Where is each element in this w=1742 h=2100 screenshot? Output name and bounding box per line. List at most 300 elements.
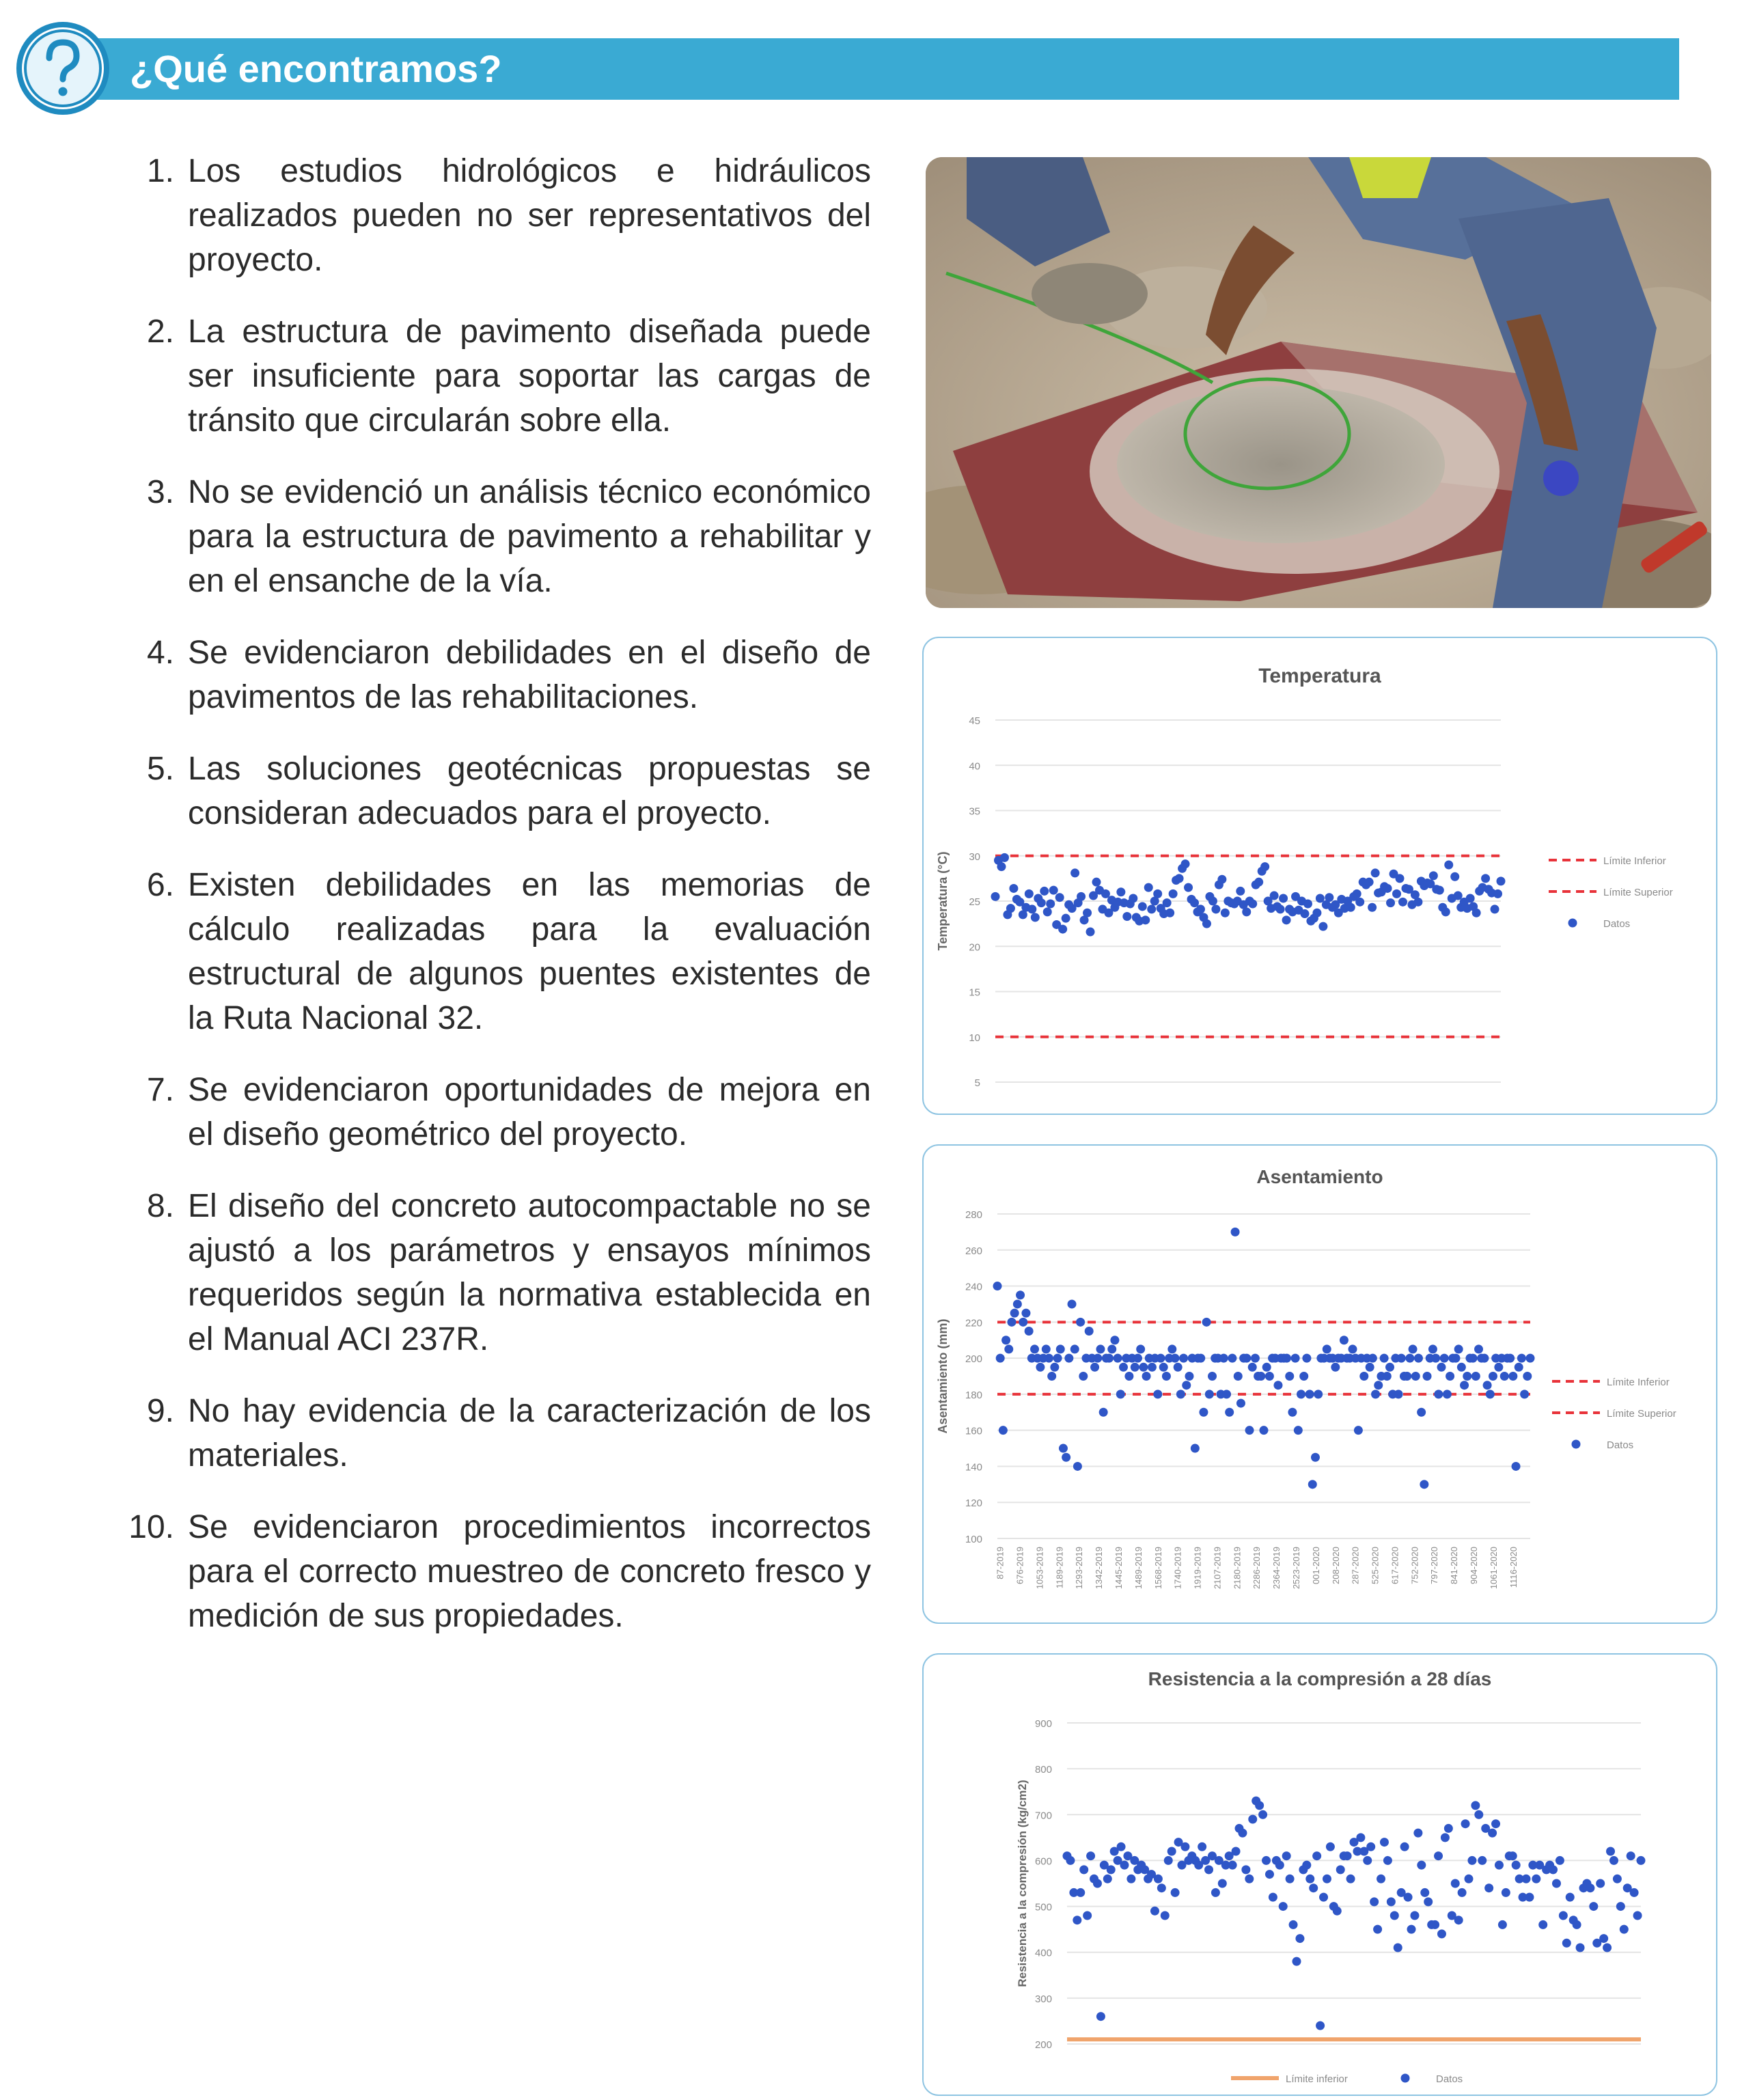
data-point bbox=[1045, 1354, 1053, 1363]
data-point bbox=[996, 1354, 1005, 1363]
data-point bbox=[1472, 909, 1481, 917]
data-point bbox=[1420, 1888, 1429, 1897]
data-point bbox=[1042, 1344, 1051, 1353]
y-tick-label: 35 bbox=[969, 805, 980, 818]
x-tick-label: 1740-2019 bbox=[1172, 1547, 1183, 1590]
data-point bbox=[1407, 1925, 1416, 1934]
y-tick-label: 600 bbox=[1034, 1855, 1052, 1868]
data-point bbox=[1430, 1920, 1439, 1929]
data-point bbox=[1279, 1902, 1288, 1911]
data-point bbox=[1374, 1381, 1383, 1390]
data-point bbox=[1031, 913, 1040, 922]
x-tick-label: 1445-2019 bbox=[1114, 1547, 1124, 1590]
data-point bbox=[1413, 1829, 1422, 1838]
finding-text: La estructura de pavimento diseñada puede ser insuficiente para soportar las cargas de tránsito que circularán sobre ella. bbox=[188, 314, 871, 439]
data-point bbox=[1136, 1344, 1145, 1353]
data-point bbox=[1086, 928, 1095, 937]
data-point bbox=[1309, 1883, 1318, 1892]
data-point bbox=[1414, 1354, 1423, 1363]
data-point bbox=[1001, 1336, 1010, 1344]
y-tick-label: 10 bbox=[969, 1032, 980, 1044]
data-point bbox=[1552, 1879, 1561, 1888]
data-point bbox=[1346, 1875, 1355, 1883]
data-point bbox=[1110, 1336, 1119, 1344]
data-point bbox=[1211, 904, 1220, 913]
data-point bbox=[1242, 907, 1251, 916]
data-point bbox=[1495, 1861, 1504, 1870]
finding-text: Los estudios hidrológicos e hidráulicos realizados pueden no ser representativos del proyecto. bbox=[188, 153, 871, 278]
data-point bbox=[1161, 1911, 1170, 1920]
x-tick-label: 676-2019 bbox=[1014, 1547, 1025, 1584]
data-point bbox=[1114, 1354, 1122, 1363]
data-point bbox=[1275, 1861, 1284, 1870]
legend-label: Límite Inferior bbox=[1607, 1377, 1670, 1388]
data-point bbox=[1062, 914, 1070, 923]
data-point bbox=[1354, 1426, 1363, 1435]
data-point bbox=[1202, 1318, 1211, 1327]
data-point bbox=[1064, 1354, 1073, 1363]
finding-number: 9. bbox=[146, 1393, 174, 1429]
chart-title: Temperatura bbox=[1258, 665, 1381, 687]
data-point bbox=[1356, 1833, 1365, 1842]
data-point bbox=[1076, 1888, 1085, 1897]
data-point bbox=[1159, 1363, 1168, 1372]
data-point bbox=[1380, 1354, 1389, 1363]
data-point bbox=[1299, 1372, 1308, 1381]
x-tick-label: 525-2020 bbox=[1370, 1547, 1381, 1584]
chart-title: Asentamiento bbox=[1256, 1166, 1383, 1187]
data-point bbox=[1368, 1354, 1377, 1363]
data-point bbox=[1228, 1354, 1236, 1363]
data-point bbox=[1302, 1354, 1311, 1363]
data-point bbox=[1185, 1372, 1193, 1381]
data-point bbox=[1500, 1372, 1509, 1381]
data-point bbox=[1196, 904, 1205, 913]
legend-label: Límite inferior bbox=[1286, 2073, 1348, 2085]
y-tick-label: 220 bbox=[965, 1317, 982, 1329]
data-point bbox=[1478, 1856, 1487, 1865]
data-point bbox=[1258, 1810, 1267, 1819]
data-point bbox=[1371, 1390, 1380, 1398]
data-point bbox=[1285, 1372, 1294, 1381]
data-point bbox=[1411, 1372, 1420, 1381]
data-point bbox=[1116, 1390, 1125, 1398]
x-tick-label: 1568-2019 bbox=[1152, 1547, 1163, 1590]
data-point bbox=[1467, 1856, 1476, 1865]
finding-number: 8. bbox=[146, 1188, 174, 1224]
data-point bbox=[1176, 1390, 1185, 1398]
data-point bbox=[1269, 1893, 1277, 1902]
data-point bbox=[1424, 1897, 1433, 1906]
x-tick-label: 2180-2019 bbox=[1232, 1547, 1243, 1590]
data-point bbox=[1371, 868, 1380, 877]
data-point bbox=[1469, 1354, 1478, 1363]
data-point bbox=[1576, 1944, 1585, 1952]
x-tick-label: 1293-2019 bbox=[1074, 1547, 1085, 1590]
data-point bbox=[1055, 893, 1064, 902]
data-point bbox=[1105, 1354, 1114, 1363]
temperature-chart-card bbox=[922, 637, 1717, 1115]
data-point bbox=[1096, 1344, 1105, 1353]
data-point bbox=[1238, 1829, 1247, 1838]
data-point bbox=[1420, 1480, 1428, 1489]
data-point bbox=[1471, 1372, 1480, 1381]
data-point bbox=[1385, 1363, 1394, 1372]
data-point bbox=[1232, 1847, 1241, 1856]
data-point bbox=[1303, 899, 1312, 908]
data-point bbox=[1523, 1372, 1532, 1381]
data-point bbox=[1454, 1344, 1463, 1353]
data-point bbox=[1526, 1354, 1535, 1363]
data-point bbox=[1387, 1897, 1396, 1906]
data-point bbox=[991, 892, 1000, 901]
data-point bbox=[1260, 1426, 1269, 1435]
data-point bbox=[1273, 1381, 1282, 1390]
data-point bbox=[1248, 899, 1257, 908]
data-point bbox=[1409, 1344, 1418, 1353]
data-point bbox=[1491, 904, 1499, 913]
data-point bbox=[1013, 1299, 1022, 1308]
data-point bbox=[1549, 1865, 1558, 1874]
x-tick-label: 001-2020 bbox=[1310, 1547, 1321, 1584]
y-tick-label: 25 bbox=[969, 896, 980, 908]
y-tick-label: 160 bbox=[965, 1425, 982, 1437]
data-point bbox=[1336, 1865, 1345, 1874]
data-point bbox=[1157, 1883, 1166, 1892]
finding-item bbox=[102, 1505, 871, 1638]
data-point bbox=[1566, 1893, 1575, 1902]
data-point bbox=[1056, 1344, 1065, 1353]
finding-number: 2. bbox=[146, 314, 174, 350]
data-point bbox=[1461, 1819, 1470, 1828]
data-point bbox=[1133, 1354, 1142, 1363]
data-point bbox=[1262, 1363, 1271, 1372]
data-point bbox=[1171, 1354, 1180, 1363]
data-point bbox=[1326, 1842, 1335, 1851]
data-point bbox=[1165, 909, 1174, 917]
finding-text: No se evidenció un análisis técnico económico para la estructura de pavimento a rehabilitar y en el ensanche de la vía. bbox=[188, 474, 871, 599]
data-point bbox=[1443, 1390, 1452, 1398]
data-point bbox=[1318, 922, 1327, 931]
data-point bbox=[1198, 1842, 1206, 1851]
data-point bbox=[1248, 1363, 1257, 1372]
data-point bbox=[1363, 1856, 1372, 1865]
x-tick-label: 1919-2019 bbox=[1192, 1547, 1203, 1590]
data-point bbox=[1139, 1363, 1148, 1372]
data-point bbox=[1380, 1838, 1389, 1847]
data-point bbox=[1599, 1934, 1608, 1943]
x-tick-label: 1053-2019 bbox=[1034, 1547, 1045, 1590]
data-point bbox=[1508, 1372, 1517, 1381]
data-point bbox=[1199, 1408, 1208, 1417]
data-point bbox=[1009, 884, 1018, 893]
finding-text: Se evidenciaron procedimientos incorrectos para el correcto muestreo de concreto fresco y medición de sus propiedades. bbox=[188, 1509, 871, 1634]
data-point bbox=[1606, 1847, 1615, 1856]
data-point bbox=[1397, 1354, 1406, 1363]
temperature-chart bbox=[924, 638, 1716, 1114]
data-point bbox=[1556, 1856, 1564, 1865]
data-point bbox=[1163, 898, 1172, 907]
data-point bbox=[1394, 1944, 1402, 1952]
data-point bbox=[1083, 909, 1092, 917]
data-point bbox=[999, 1426, 1008, 1435]
data-point bbox=[1502, 1888, 1510, 1897]
data-point bbox=[1373, 1925, 1382, 1934]
data-point bbox=[1297, 1390, 1305, 1398]
finding-item bbox=[102, 309, 871, 443]
finding-number: 3. bbox=[146, 474, 174, 510]
data-point bbox=[1182, 1381, 1191, 1390]
data-point bbox=[1396, 874, 1405, 883]
data-point bbox=[1613, 1875, 1622, 1883]
x-tick-label: 841-2020 bbox=[1449, 1547, 1460, 1584]
data-point bbox=[1265, 1372, 1274, 1381]
data-point bbox=[1486, 1390, 1495, 1398]
data-point bbox=[1474, 1344, 1483, 1353]
y-tick-label: 500 bbox=[1034, 1901, 1052, 1914]
data-point bbox=[1049, 886, 1058, 895]
data-point bbox=[1392, 889, 1401, 898]
data-point bbox=[1083, 1911, 1092, 1920]
y-tick-label: 200 bbox=[965, 1353, 982, 1366]
x-tick-label: 752-2020 bbox=[1409, 1547, 1420, 1584]
data-point bbox=[1050, 1363, 1059, 1372]
data-point bbox=[1450, 872, 1459, 881]
data-point bbox=[1323, 1875, 1331, 1883]
data-point bbox=[1142, 1372, 1151, 1381]
x-tick-label: 2286-2019 bbox=[1252, 1547, 1262, 1590]
data-point bbox=[1093, 1879, 1102, 1888]
data-point bbox=[1000, 853, 1009, 862]
data-point bbox=[1491, 1819, 1500, 1828]
finding-item bbox=[102, 1068, 871, 1157]
y-tick-label: 800 bbox=[1034, 1764, 1052, 1776]
data-point bbox=[1059, 1444, 1068, 1453]
data-point bbox=[1289, 1920, 1298, 1929]
section-title: ¿Qué encontramos? bbox=[130, 47, 502, 90]
question-mark-icon bbox=[15, 20, 111, 116]
data-point bbox=[1129, 894, 1137, 903]
data-point bbox=[1300, 909, 1309, 918]
data-point bbox=[1208, 897, 1217, 906]
finding-number: 10. bbox=[128, 1509, 174, 1545]
data-point bbox=[1291, 1354, 1300, 1363]
data-point bbox=[1116, 887, 1125, 896]
data-point bbox=[1167, 1847, 1176, 1856]
data-point bbox=[1402, 1372, 1411, 1381]
finding-item bbox=[102, 470, 871, 603]
finding-number: 1. bbox=[146, 153, 174, 189]
x-tick-label: 797-2020 bbox=[1429, 1547, 1440, 1584]
data-point bbox=[1255, 1801, 1264, 1810]
data-point bbox=[1117, 1842, 1126, 1851]
data-point bbox=[1196, 1354, 1205, 1363]
legend-label: Límite Superior bbox=[1607, 1408, 1676, 1420]
x-tick-label: 1342-2019 bbox=[1094, 1547, 1105, 1590]
data-point bbox=[1174, 1363, 1183, 1372]
data-point bbox=[1349, 1344, 1357, 1353]
data-point bbox=[1107, 1344, 1116, 1353]
data-point bbox=[1006, 904, 1015, 913]
data-point bbox=[1219, 1354, 1228, 1363]
data-point bbox=[1295, 1934, 1304, 1943]
data-point bbox=[1073, 1916, 1081, 1924]
strength-chart bbox=[924, 1655, 1716, 2095]
data-point bbox=[1405, 1354, 1414, 1363]
x-tick-label: 1061-2020 bbox=[1488, 1547, 1499, 1590]
data-point bbox=[1079, 1865, 1088, 1874]
data-point bbox=[1225, 1408, 1234, 1417]
y-tick-label: 280 bbox=[965, 1209, 982, 1221]
y-axis-label: Asentamiento (mm) bbox=[936, 1318, 950, 1434]
data-point bbox=[1079, 1372, 1088, 1381]
data-point bbox=[1076, 1318, 1085, 1327]
data-point bbox=[1208, 1372, 1217, 1381]
y-tick-label: 120 bbox=[965, 1497, 982, 1510]
data-point bbox=[1312, 1851, 1321, 1860]
data-point bbox=[1573, 1920, 1581, 1929]
strength-chart-card bbox=[922, 1653, 1717, 2096]
data-point bbox=[1090, 1363, 1099, 1372]
data-point bbox=[1211, 1888, 1220, 1897]
data-point bbox=[1383, 884, 1392, 893]
data-point bbox=[1538, 1920, 1547, 1929]
data-point bbox=[1410, 1911, 1419, 1920]
data-point bbox=[1228, 1861, 1237, 1870]
legend-label: Datos bbox=[1603, 918, 1631, 930]
data-point bbox=[1251, 1354, 1260, 1363]
data-point bbox=[1398, 898, 1407, 907]
data-point bbox=[1077, 892, 1086, 901]
data-point bbox=[1030, 1344, 1039, 1353]
legend-label: Límite Inferior bbox=[1603, 855, 1666, 867]
data-point bbox=[1637, 1856, 1646, 1865]
y-axis-label: Temperatura (°C) bbox=[936, 851, 950, 951]
data-point bbox=[1440, 1354, 1449, 1363]
data-point bbox=[1366, 1363, 1374, 1372]
data-point bbox=[1103, 1875, 1112, 1883]
data-point bbox=[1312, 909, 1321, 917]
data-point bbox=[1517, 1354, 1526, 1363]
data-point bbox=[1589, 1902, 1598, 1911]
data-point bbox=[1437, 1929, 1446, 1938]
data-point bbox=[1616, 1902, 1625, 1911]
data-point bbox=[1068, 1299, 1077, 1308]
data-point bbox=[1256, 1372, 1265, 1381]
data-point bbox=[1480, 1354, 1489, 1363]
data-point bbox=[1245, 1426, 1254, 1435]
data-point bbox=[1144, 883, 1153, 892]
data-point bbox=[1441, 907, 1450, 916]
data-point bbox=[1451, 1354, 1460, 1363]
data-point bbox=[1340, 1336, 1349, 1344]
data-point bbox=[1515, 1363, 1523, 1372]
data-point bbox=[1099, 1408, 1108, 1417]
finding-item bbox=[102, 631, 871, 719]
finding-number: 4. bbox=[146, 635, 174, 671]
data-point bbox=[1359, 1372, 1368, 1381]
data-point bbox=[1124, 1372, 1133, 1381]
y-tick-label: 45 bbox=[969, 715, 980, 727]
data-point bbox=[1262, 1856, 1271, 1865]
finding-text: Existen debilidades en las memorias de cálculo realizadas para la evaluación estructural de algunos puentes existentes de la Ruta Nacional 32. bbox=[188, 867, 871, 1036]
data-point bbox=[1294, 1426, 1303, 1435]
data-point bbox=[1494, 1363, 1503, 1372]
data-point bbox=[1434, 1851, 1443, 1860]
data-point bbox=[1150, 1907, 1159, 1916]
data-point bbox=[1058, 925, 1067, 934]
finding-item bbox=[102, 1389, 871, 1478]
data-point bbox=[1325, 893, 1333, 902]
data-point bbox=[997, 862, 1006, 871]
data-point bbox=[1120, 1861, 1129, 1870]
slump-chart bbox=[924, 1146, 1716, 1622]
data-point bbox=[1346, 903, 1355, 912]
x-tick-label: 287-2020 bbox=[1350, 1547, 1361, 1584]
data-point bbox=[1004, 1344, 1013, 1353]
data-point bbox=[1282, 1851, 1291, 1860]
data-point bbox=[1093, 1354, 1102, 1363]
data-point bbox=[1305, 1875, 1314, 1883]
data-point bbox=[1512, 1462, 1521, 1471]
data-point bbox=[1431, 1354, 1440, 1363]
data-point bbox=[1465, 1875, 1474, 1883]
y-tick-label: 260 bbox=[965, 1245, 982, 1257]
data-point bbox=[1525, 1893, 1534, 1902]
data-point bbox=[1286, 1875, 1295, 1883]
data-point bbox=[1463, 1372, 1471, 1381]
data-point bbox=[1451, 1879, 1460, 1888]
data-point bbox=[1260, 862, 1269, 871]
data-point bbox=[1444, 861, 1453, 870]
data-point bbox=[1559, 1911, 1568, 1920]
data-point bbox=[1343, 1851, 1352, 1860]
data-point bbox=[1471, 1801, 1480, 1810]
y-tick-label: 240 bbox=[965, 1281, 982, 1293]
data-point bbox=[1241, 1865, 1250, 1874]
data-point bbox=[1498, 1920, 1507, 1929]
data-point bbox=[1508, 1851, 1517, 1860]
site-photo bbox=[926, 157, 1711, 608]
data-point bbox=[1254, 878, 1263, 887]
finding-item bbox=[102, 1184, 871, 1362]
data-point bbox=[1070, 1344, 1079, 1353]
data-point bbox=[1596, 1879, 1605, 1888]
data-point bbox=[1181, 859, 1190, 868]
data-point bbox=[1154, 1875, 1163, 1883]
data-point bbox=[1483, 1381, 1492, 1390]
data-point bbox=[1400, 1842, 1409, 1851]
data-point bbox=[1394, 1390, 1403, 1398]
data-point bbox=[1175, 874, 1184, 883]
finding-text: El diseño del concreto autocompactable no se ajustó a los parámetros y ensayos mínimos requeridos según la normativa establecida en el Manual ACI 237R. bbox=[188, 1188, 871, 1357]
x-tick-label: 2107-2019 bbox=[1212, 1547, 1223, 1590]
data-point bbox=[1141, 915, 1150, 924]
y-tick-label: 200 bbox=[1034, 2039, 1052, 2051]
data-point bbox=[1428, 1344, 1437, 1353]
legend-swatch bbox=[1401, 2074, 1410, 2083]
data-point bbox=[1171, 1888, 1180, 1897]
data-point bbox=[1036, 1363, 1045, 1372]
data-point bbox=[1119, 1363, 1128, 1372]
finding-text: Se evidenciaron oportunidades de mejora en el diseño geométrico del proyecto. bbox=[188, 1072, 871, 1152]
data-point bbox=[1096, 2012, 1105, 2021]
data-point bbox=[1265, 1870, 1274, 1879]
data-point bbox=[1164, 1856, 1173, 1865]
data-point bbox=[1153, 889, 1162, 898]
data-point bbox=[1365, 878, 1374, 887]
legend-label: Límite Superior bbox=[1603, 887, 1673, 898]
